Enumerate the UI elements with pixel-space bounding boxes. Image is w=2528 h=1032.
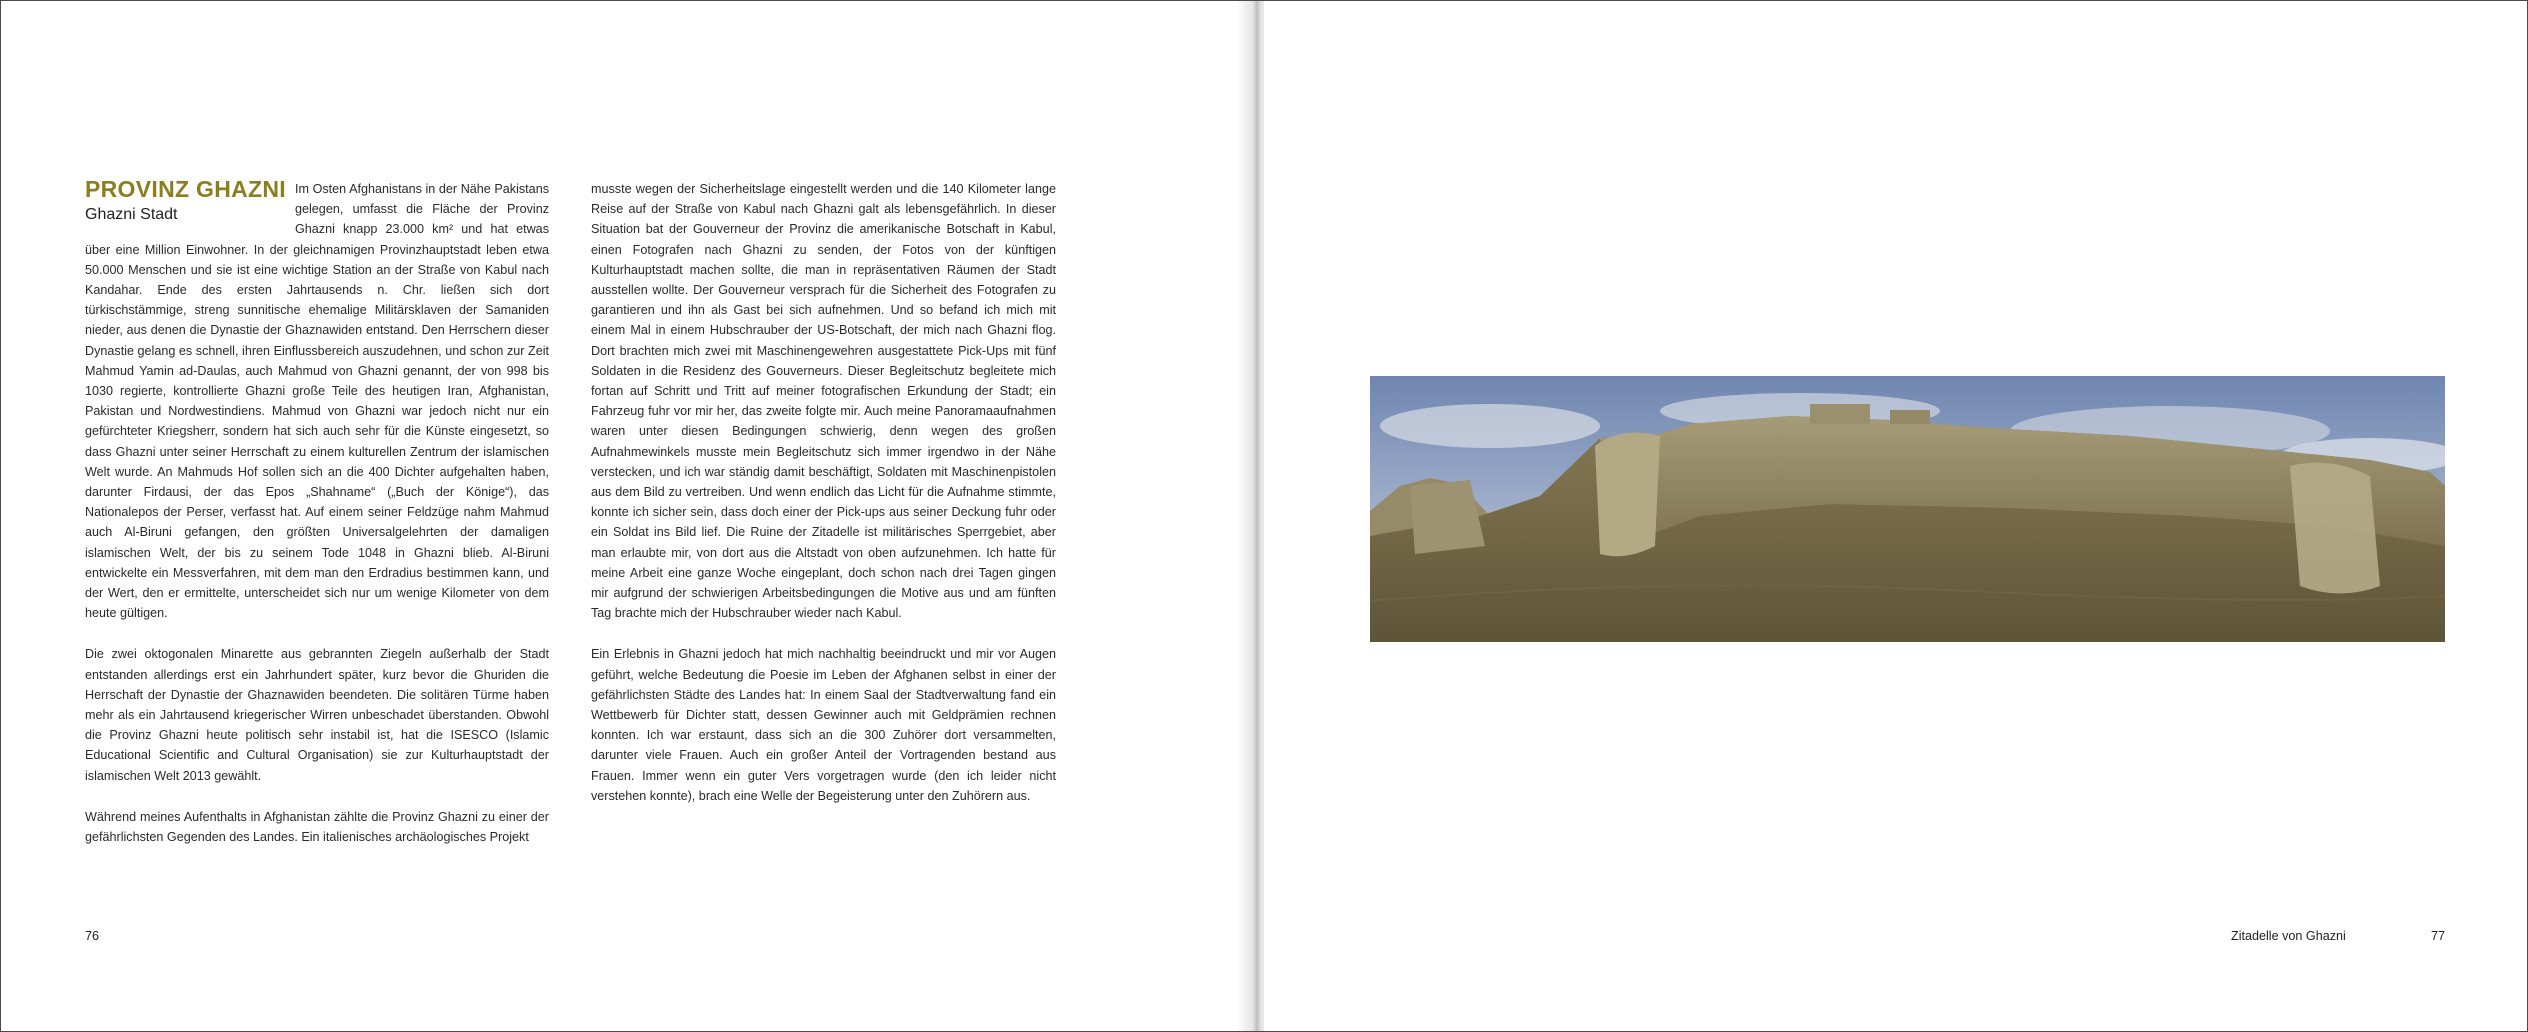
citadel-panorama-illustration — [1370, 376, 2445, 642]
left-text-column — [85, 176, 549, 868]
body-paragraph: Während meines Aufenthalts in Afghanistan zählte die Provinz Ghazni zu einer der gefährlichsten Gegenden des Landes. Ein italienisches archäologisches Projekt — [85, 809, 549, 845]
title-block — [85, 176, 295, 226]
citadel-panorama-photo — [1370, 376, 2445, 642]
page-number-left: 76 — [85, 929, 100, 943]
page-number-right: 77 — [2431, 929, 2446, 943]
running-head: Zitadelle von Ghazni — [2231, 929, 2346, 943]
page-subtitle: Ghazni Stadt — [85, 206, 178, 223]
body-paragraph: Ein Erlebnis in Ghazni jedoch hat mich nachhaltig beeindruckt und mir vor Augen geführt, welche Bedeutung die Poesie im Leben der Afghanen selbst in einer der gefährlichsten Städte des Landes hat: In einem Saal der Stadtverwaltung fand ein Wettbewerb für Dichter statt, dessen Gewinner auch mit Geldprämien rechnen konnten. Ich war erstaunt, dass sich an die 300 Zuhörer dort versammelten, darunter viele Frauen. Auch ein großer Anteil der Vortragenden bestand aus Frauen. Immer wenn ein guter Vers vorgetragen wurde (den ich leider nicht verstehen konnte), brach eine Welle der Begeisterung unter den Zuhörern aus. — [591, 647, 1056, 803]
page-title: PROVINZ GHAZNI — [85, 176, 286, 202]
left-page — [1, 1, 1254, 1031]
body-paragraph: Die zwei oktogonalen Minarette aus gebrannten Ziegeln außerhalb der Stadt entstanden allerdings erst ein Jahrhundert später, kurz bevor die Ghuriden die Herrschaft der Dynastie der Ghaznawiden beendeten. Die solitären Türme haben mehr als ein Jahrtausend kriegerischer Wirren unbeschadet überstanden. Obwohl die Provinz Ghazni heute politisch sehr instabil ist, hat die ISESCO (Islamic Educational Scientific and Cultural Organisation) sie zur Kulturhauptstadt der islamischen Welt 2013 gewählt. — [85, 647, 549, 783]
body-paragraph: musste wegen der Sicherheitslage eingestellt werden und die 140 Kilometer lange Reise auf der Straße von Kabul nach Ghazni galt als lebensgefährlich. In dieser Situation bat der Gouverneur der Provinz die amerikanische Botschaft in Kabul, einen Fotografen nach Ghazni zu senden, der Fotos von der künftigen Kulturhauptstadt machen sollte, die man in repräsentativen Räumen der Stadt ausstellen wollte. Der Gouverneur versprach für die Sicherheit des Fotografen zu garantieren und ihn als Gast bei sich aufnehmen. Und so befand ich mich mit einem Mal in einem Hubschrauber der US-Botschaft, der mich nach Ghazni flog. Dort brachten mich zwei mit Maschinengewehren ausgestattete Pick-Ups mit fünf Soldaten in die Residenz des Gouverneurs. Dieser Begleitschutz begleitete mich fortan auf Schritt und Tritt auf meiner fotografischen Erkundung der Stadt; ein Fahrzeug fuhr vor mir her, das zweite folgte mir. Auch meine Panoramaaufnahmen waren unter diesen Bedingungen schwierig, denn wegen des großen Aufnahmewinkels musste mein Begleitschutz sich immer irgendwo in der Nähe verstecken, und ich war ständig damit beschäftigt, Soldaten mit Maschinenpistolen aus dem Bild zu vertreiben. Und wenn endlich das Licht für die Aufnahme stimmte, konnte ich sicher sein, dass doch einer der Pick-ups aus seiner Deckung fuhr oder ein Soldat ins Bild lief. Die Ruine der Zitadelle ist militärisches Sperrgebiet, aber man erlaubte mir, von dort aus die Altstadt von oben aufzunehmen. Ich hatte für meine Arbeit eine ganze Woche eingeplant, doch schon nach drei Tagen gingen mir aufgrund der schwierigen Arbeitsbedingungen die Motive aus und am fünften Tag brachte mich der Hubschrauber wieder nach Kabul. — [591, 182, 1056, 621]
middle-text-column — [591, 179, 1056, 827]
body-paragraph: Im Osten Afghanistans in der Nähe Pakistans gelegen, umfasst die Fläche der Provinz Ghazni knapp 23.000 km² und hat etwas über eine Million Einwohner. In der gleichnamigen Provinzhauptstadt leben etwa 50.000 Menschen und sie ist eine wichtige Station an der Straße von Kabul nach Kandahar. Ende des ersten Jahrtausends n. Chr. ließen sich dort türkischstämmige, streng sunnitische ehemalige Militärsklaven der Samaniden nieder, aus denen die Dynastie der Ghaznawiden entstand. Den Herrschern dieser Dynastie gelang es schnell, ihren Einflussbereich auszudehnen, und schon zur Zeit Mahmud Yamin ad-Daulas, auch Mahmud von Ghazni genannt, der von 998 bis 1030 regierte, kontrollierte Ghazni große Teile des heutigen Iran, Afghanistan, Pakistan und Nordwestindiens. Mahmud von Ghazni war jedoch nicht nur ein gefürchteter Kriegsherr, sondern hat sich auch sehr für die Künste eingesetzt, so dass Ghazni unter seiner Herrschaft zu einem kulturellen Zentrum der islamischen Welt wurde. An Mahmuds Hof sollen sich an die 400 Dichter aufgehalten haben, darunter Firdausi, der das Epos „Shahname“ („Buch der Könige“), das Nationalepos der Perser, verfasst hat. Auf einem seiner Feldzüge nahm Mahmud auch Al-Biruni gefangen, den größten Universalgelehrten der damaligen islamischen Welt, der bis zu seinem Tode 1048 in Ghazni blieb. Al-Biruni entwickelte ein Messverfahren, mit dem man den Erdradius bestimmen kann, und der Wert, den er ermittelte, unterscheidet sich nur um wenige Kilometer von dem heute gültigen. — [85, 182, 549, 621]
